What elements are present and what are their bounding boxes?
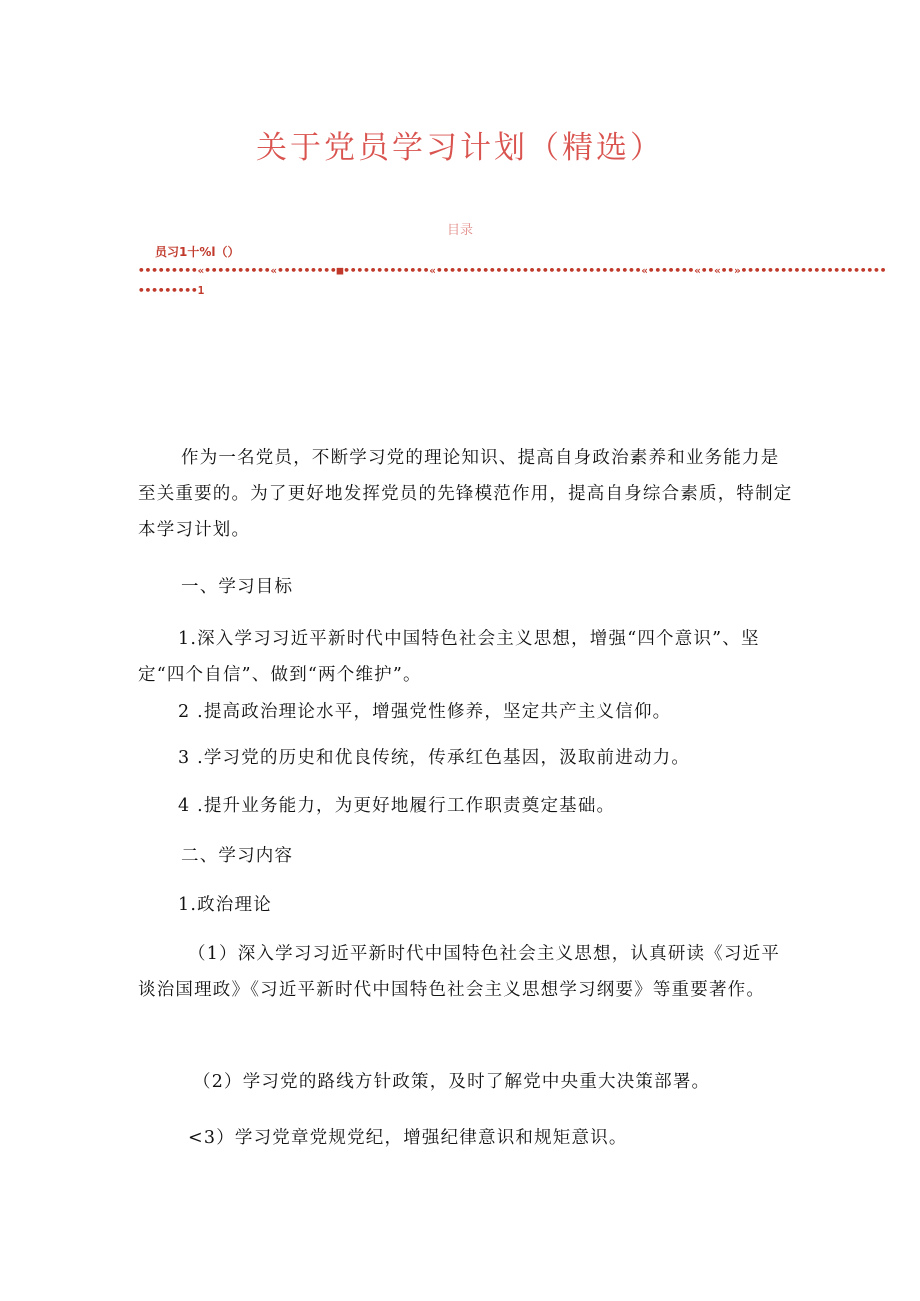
intro-paragraph: 作为一名党员，不断学习党的理论知识、提高自身政治素养和业务能力是至关重要的。为了更好地发挥党员的先锋模范作用，提高自身综合素质，特制定本学习计划。	[138, 448, 793, 540]
goal4-block	[138, 788, 798, 824]
section1-heading: 一、学习目标	[181, 577, 294, 597]
toc-heading: 目录	[446, 223, 473, 238]
goal-item-4: 4 .提升业务能力，为更好地履行工作职责奠定基础。	[178, 796, 616, 816]
content-item-1: （1）深入学习习近平新时代中国特色社会主义思想，认真研读《习近平谈治国理政》《习近平新时代中国特色社会主义思想学习纲要》等重要著作。	[138, 944, 781, 1000]
section2-heading: 二、学习内容	[181, 846, 294, 866]
document-title: 关于党员学习计划（精选）	[256, 130, 664, 166]
content1-heading: 1.政治理论	[178, 895, 272, 915]
goal-item-1: 1.深入学习习近平新时代中国特色社会主义思想，增强“四个意识”、坚定“四个自信”、做到“两个维护”。	[138, 629, 760, 685]
item3-block	[138, 1120, 798, 1156]
section2-block	[138, 838, 798, 874]
section1-block	[138, 569, 798, 605]
toc-leader-line: •••••••••«••••••••••«•••••••••■•••••••••••••«•••••••••••••••••••••••••••••••«•••••••«••«••»••••••••••••••••••••••	[138, 264, 887, 277]
goal-item-3: 3 .学习党的历史和优良传统，传承红色基因，汲取前进动力。	[178, 748, 691, 768]
toc-page-number: •••••••••1	[138, 284, 205, 297]
content1-block	[138, 887, 798, 923]
goal-item-2: 2 .提高政治理论水平，增强党性修养，坚定共产主义信仰。	[178, 702, 672, 722]
goal2-block	[138, 694, 798, 730]
content-item-3: <3）学习党章党规党纪，增强纪律意识和规矩意识。	[188, 1128, 628, 1148]
toc-entry[interactable]: 员习1十%l（）	[155, 245, 240, 259]
item1-block	[138, 936, 798, 1008]
item2-block	[138, 1064, 798, 1100]
document-body	[138, 440, 798, 548]
content-item-2: （2）学习党的路线方针政策，及时了解党中央重大决策部署。	[193, 1072, 711, 1092]
goal3-block	[138, 740, 798, 776]
goal1-block	[138, 621, 798, 693]
